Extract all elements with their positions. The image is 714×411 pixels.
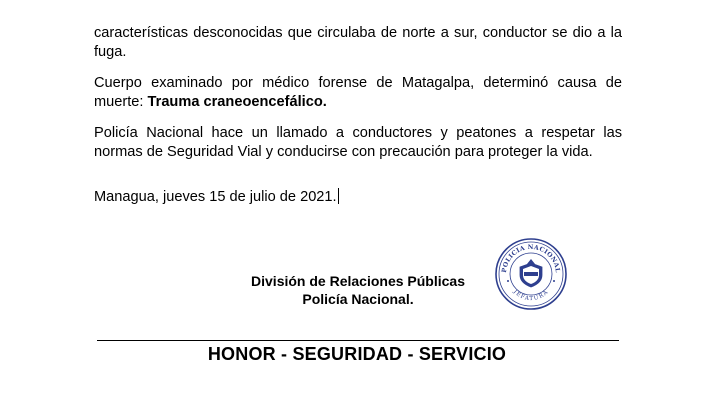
paragraph-incident: características desconocidas que circulaba de norte a sur, conductor se dio a la fuga. bbox=[94, 25, 622, 60]
date-text: Managua, jueves 15 de julio de 2021. bbox=[94, 189, 337, 205]
paragraph-appeal: Policía Nacional hace un llamado a conductores y peatones a respetar las normas de Seguridad Vial y conducirse con precaución para proteger la vida. bbox=[94, 125, 622, 160]
footer-divider bbox=[97, 340, 619, 341]
forensic-text: Cuerpo examinado por médico forense de Matagalpa, determinó causa de muerte: bbox=[94, 75, 622, 110]
text-cursor bbox=[338, 188, 339, 204]
date-line bbox=[94, 188, 622, 207]
seal-top-text: POLICIA NACIONAL bbox=[500, 243, 562, 274]
paragraph-forensic bbox=[94, 74, 622, 112]
police-seal-icon bbox=[494, 237, 568, 311]
cause-of-death: Trauma craneoencefálico. bbox=[147, 94, 327, 110]
seal-shield-icon bbox=[520, 259, 542, 287]
signature-institution: Policía Nacional. bbox=[302, 291, 414, 307]
signature-division: División de Relaciones Públicas bbox=[251, 273, 465, 289]
footer-motto: HONOR - SEGURIDAD - SERVICIO bbox=[207, 344, 507, 364]
seal-bottom-text: JEFATURA bbox=[511, 289, 551, 303]
